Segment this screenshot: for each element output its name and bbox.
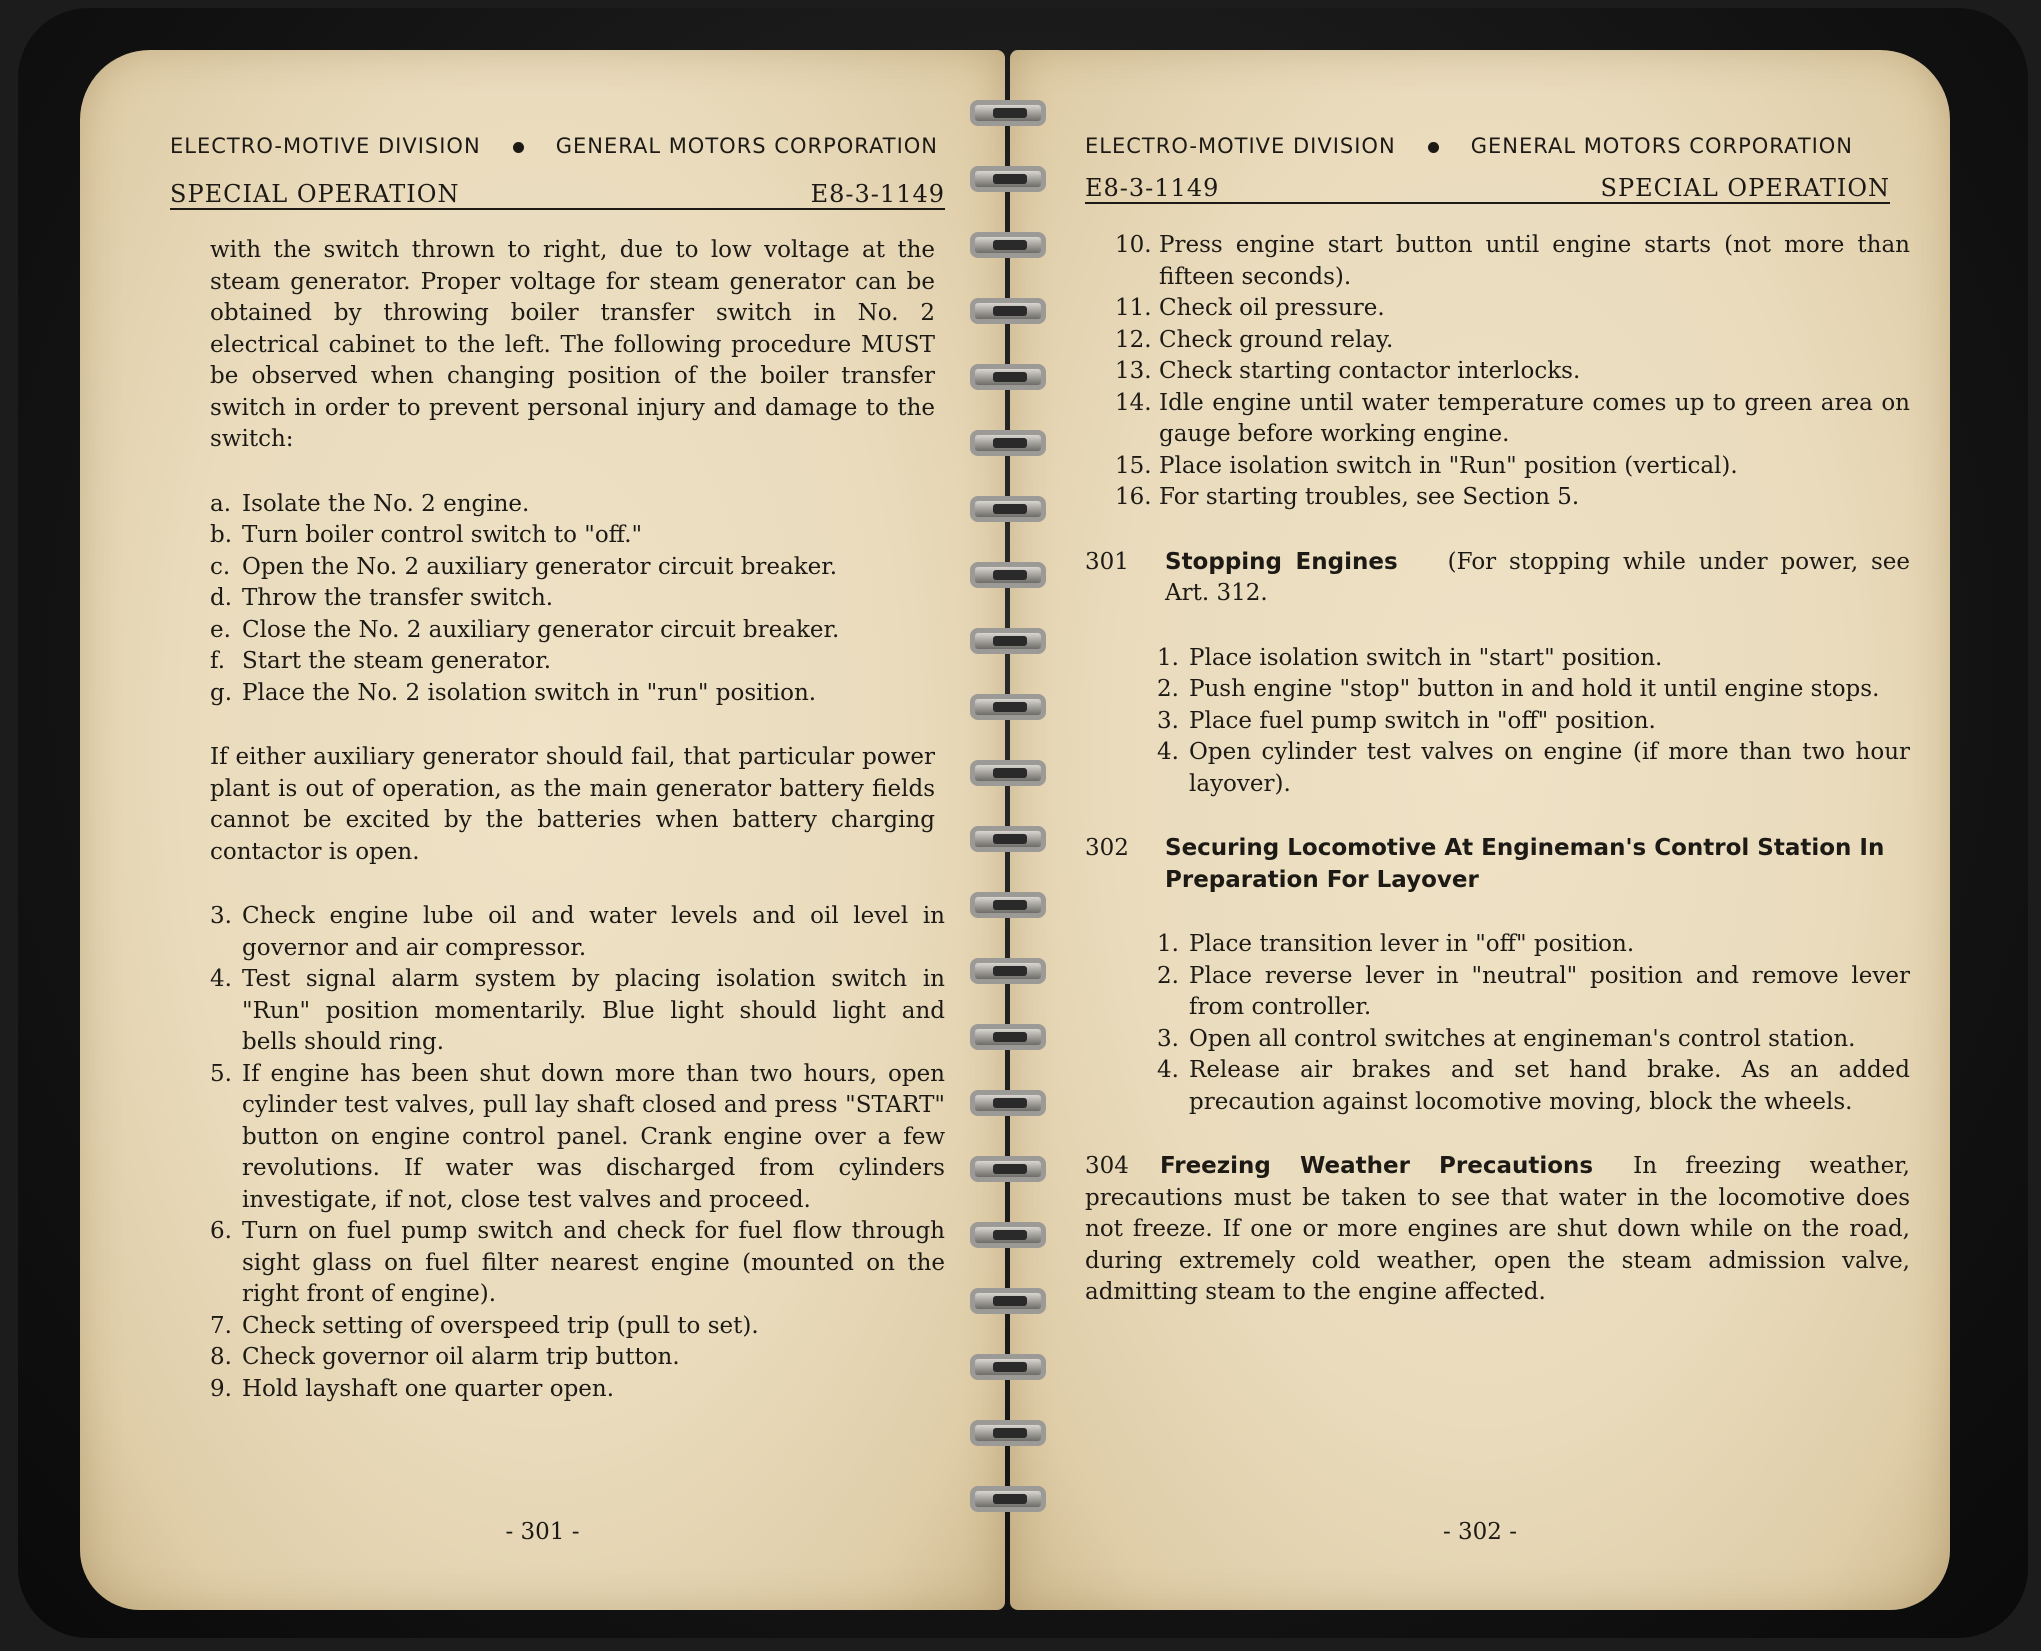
list-item bbox=[210, 552, 945, 584]
list-item bbox=[210, 615, 945, 647]
list-item bbox=[1157, 674, 1910, 706]
spiral-ring bbox=[970, 430, 1046, 456]
list-item-text: Check oil pressure. bbox=[1159, 295, 1385, 321]
spiral-ring bbox=[970, 694, 1046, 720]
list-item-text: Release air brakes and set hand brake. As an added precaution against locomotive moving, block the wheels. bbox=[1189, 1057, 1910, 1115]
list-item bbox=[210, 964, 945, 1059]
list-item-text: Place transition lever in "off" position. bbox=[1189, 931, 1635, 957]
list-item-label: 1. bbox=[1157, 931, 1179, 957]
list-item bbox=[210, 901, 945, 964]
list-item-label: 3. bbox=[1157, 1025, 1179, 1052]
list-item-label: b. bbox=[210, 522, 233, 548]
spiral-ring bbox=[970, 628, 1046, 654]
list-item-label: 11. bbox=[1115, 295, 1152, 321]
section-302 bbox=[1085, 833, 1910, 896]
left-page-content bbox=[170, 235, 945, 1405]
list-item-label: 3. bbox=[1157, 707, 1179, 734]
list-item-text: Place fuel pump switch in "off" position. bbox=[1189, 707, 1656, 734]
list-item bbox=[210, 1311, 945, 1343]
list-item-text: Press engine start button until engine starts (not more than fifteen seconds). bbox=[1159, 232, 1910, 290]
list-item-text: Place isolation switch in "start" position. bbox=[1189, 644, 1663, 671]
list-item-text: Hold layshaft one quarter open. bbox=[242, 1375, 615, 1402]
spiral-ring bbox=[970, 892, 1046, 918]
list-item-text: Open all control switches at engineman's control station. bbox=[1189, 1025, 1856, 1052]
section-heading: Securing Locomotive At Engineman's Control Station In Preparation For Layover bbox=[1165, 835, 1885, 893]
list-item-label: 8. bbox=[210, 1344, 232, 1370]
spiral-binding bbox=[962, 100, 1052, 1560]
list-item-text: Turn boiler control switch to "off." bbox=[242, 522, 643, 548]
spiral-ring bbox=[970, 298, 1046, 324]
list-item bbox=[1115, 325, 1910, 357]
list-item-label: 2. bbox=[1157, 962, 1179, 989]
list-item bbox=[1115, 388, 1910, 451]
list-item-label: a. bbox=[210, 490, 232, 517]
note-paragraph: If either auxiliary generator should fail, that particular power plant is out of operation, as the main generator battery fields cannot be excited by the batteries when battery charging contactor is open. bbox=[210, 744, 935, 865]
numbered-list bbox=[170, 901, 945, 1405]
list-item-label: 14. bbox=[1115, 389, 1152, 416]
list-item bbox=[210, 520, 945, 552]
right-page-content bbox=[1085, 230, 1910, 1309]
section-number: 302 bbox=[1085, 835, 1129, 861]
lettered-list bbox=[170, 489, 945, 710]
list-item bbox=[210, 583, 945, 615]
list-item-label: 5. bbox=[210, 1060, 232, 1087]
list-item-text: Push engine "stop" button in and hold it until engine stops. bbox=[1189, 676, 1880, 702]
list-item-text: Place isolation switch in "Run" position (vertical). bbox=[1159, 452, 1738, 479]
document-code: E8-3-1149 bbox=[810, 180, 945, 208]
list-item-label: 7. bbox=[210, 1312, 232, 1339]
spiral-ring bbox=[970, 496, 1046, 522]
list-item bbox=[1115, 293, 1910, 325]
list-item-label: 9. bbox=[210, 1375, 232, 1402]
list-item bbox=[210, 1374, 945, 1406]
list-item bbox=[210, 646, 945, 678]
right-page bbox=[1010, 50, 1950, 1610]
spiral-ring bbox=[970, 100, 1046, 126]
list-item-text: Place reverse lever in "neutral" position and remove lever from controller. bbox=[1189, 962, 1910, 1020]
list-item-label: 10. bbox=[1115, 232, 1152, 258]
list-item-label: e. bbox=[210, 616, 231, 643]
list-item-label: 1. bbox=[1157, 644, 1179, 671]
list-item-text: If engine has been shut down more than two hours, open cylinder test valves, pull lay shaft closed and press "START" button on engine control panel. Crank engine over a few revolutions. If water was discharged from cylinders investigate, if not, close test valves and proceed. bbox=[242, 1060, 945, 1213]
list-item-label: 3. bbox=[210, 903, 232, 929]
spiral-ring bbox=[970, 826, 1046, 852]
intro-paragraph: with the switch thrown to right, due to low voltage at the steam generator. Proper voltage for steam generator can be obtained by throwing boiler transfer switch in No. 2 electrical cabinet to the left. The following procedure MUST be observed when changing position of the boiler transfer switch in order to prevent personal injury and damage to the switch: bbox=[210, 237, 935, 452]
section-text: (For stopping while under power, see Art. 312. bbox=[1165, 548, 1910, 606]
section-heading: Stopping Engines bbox=[1165, 548, 1398, 575]
list-item-label: 6. bbox=[210, 1218, 232, 1244]
list-item bbox=[210, 678, 945, 710]
bullet-icon bbox=[1428, 142, 1439, 153]
list-item bbox=[210, 489, 945, 521]
list-item-text: Check engine lube oil and water levels and oil level in governor and air compressor. bbox=[242, 903, 945, 961]
list-item-label: 15. bbox=[1115, 452, 1152, 479]
spiral-ring bbox=[970, 1222, 1046, 1248]
list-item-text: Throw the transfer switch. bbox=[242, 585, 554, 611]
list-item bbox=[1115, 482, 1910, 514]
list-item-text: Close the No. 2 auxiliary generator circuit breaker. bbox=[242, 616, 840, 643]
list-item bbox=[1115, 230, 1910, 293]
spiral-ring bbox=[970, 364, 1046, 390]
list-item bbox=[1157, 1024, 1910, 1056]
page-number: - 302 - bbox=[1442, 1519, 1518, 1545]
header-division: ELECTRO-MOTIVE DIVISION bbox=[170, 134, 481, 158]
list-item-text: Turn on fuel pump switch and check for fuel flow through sight glass on fuel filter nearest engine (mounted on the right front of engine). bbox=[242, 1218, 945, 1307]
spiral-ring bbox=[970, 1354, 1046, 1380]
spiral-ring bbox=[970, 1486, 1046, 1512]
list-item-text: Open the No. 2 auxiliary generator circuit breaker. bbox=[242, 553, 838, 580]
list-item-text: Check governor oil alarm trip button. bbox=[242, 1344, 680, 1370]
list-item-text: Test signal alarm system by placing isolation switch in "Run" position momentarily. Blue light should light and bells should ring. bbox=[242, 966, 945, 1055]
section-301-steps bbox=[1085, 643, 1910, 801]
spiral-ring bbox=[970, 958, 1046, 984]
list-item-text: Check setting of overspeed trip (pull to set). bbox=[242, 1312, 759, 1339]
list-item bbox=[210, 1059, 945, 1217]
list-item-text: Check starting contactor interlocks. bbox=[1159, 358, 1581, 384]
section-number: 301 bbox=[1085, 548, 1129, 575]
section-header bbox=[170, 174, 945, 210]
list-item-text: Start the steam generator. bbox=[242, 648, 552, 674]
left-page bbox=[80, 50, 1005, 1610]
header-corporation: GENERAL MOTORS CORPORATION bbox=[1470, 134, 1854, 158]
document-code: E8-3-1149 bbox=[1085, 174, 1220, 202]
section-title: SPECIAL OPERATION bbox=[170, 180, 460, 208]
list-item-text: Idle engine until water temperature comes up to green area on gauge before working engine. bbox=[1159, 389, 1910, 447]
page-number: - 301 - bbox=[505, 1519, 580, 1545]
section-text: In freezing weather, precautions must be taken to see that water in the locomotive does not freeze. If one or more engines are shut down while on the road, during extremely cold weather, open the steam admission valve, admitting steam to the engine affected. bbox=[1085, 1153, 1910, 1305]
list-item bbox=[210, 1342, 945, 1374]
list-item-label: 4. bbox=[210, 966, 232, 992]
bullet-icon bbox=[513, 142, 524, 153]
section-number: 304 bbox=[1085, 1153, 1129, 1179]
list-item-label: d. bbox=[210, 585, 233, 611]
spiral-ring bbox=[970, 166, 1046, 192]
list-item bbox=[1157, 929, 1910, 961]
header-corporation: GENERAL MOTORS CORPORATION bbox=[555, 134, 939, 158]
list-item-label: c. bbox=[210, 553, 231, 580]
section-header bbox=[1085, 168, 1890, 204]
spiral-ring bbox=[970, 562, 1046, 588]
list-item-label: 12. bbox=[1115, 326, 1152, 353]
list-item bbox=[1115, 356, 1910, 388]
list-item-label: 4. bbox=[1157, 1057, 1179, 1083]
list-item-text: Open cylinder test valves on engine (if more than two hour layover). bbox=[1189, 739, 1910, 797]
list-item bbox=[1115, 451, 1910, 483]
numbered-list bbox=[1085, 230, 1910, 514]
list-item bbox=[1157, 737, 1910, 800]
list-item-label: f. bbox=[210, 648, 226, 674]
list-item bbox=[1157, 961, 1910, 1024]
header-division: ELECTRO-MOTIVE DIVISION bbox=[1085, 134, 1396, 158]
list-item-text: Isolate the No. 2 engine. bbox=[242, 490, 530, 517]
running-header bbox=[170, 134, 945, 158]
list-item bbox=[210, 1216, 945, 1311]
spiral-ring bbox=[970, 1156, 1046, 1182]
list-item-text: Place the No. 2 isolation switch in "run" position. bbox=[242, 679, 817, 706]
section-302-steps bbox=[1085, 929, 1910, 1118]
list-item-text: Check ground relay. bbox=[1159, 326, 1394, 353]
spiral-ring bbox=[970, 760, 1046, 786]
list-item bbox=[1157, 706, 1910, 738]
running-header bbox=[1085, 134, 1890, 158]
list-item-label: 13. bbox=[1115, 358, 1152, 384]
list-item-label: 4. bbox=[1157, 739, 1179, 765]
list-item-label: 2. bbox=[1157, 676, 1179, 702]
list-item-label: 16. bbox=[1115, 484, 1152, 510]
section-301 bbox=[1085, 547, 1910, 610]
list-item-text: For starting troubles, see Section 5. bbox=[1159, 484, 1580, 510]
list-item bbox=[1157, 643, 1910, 675]
spiral-ring bbox=[970, 1090, 1046, 1116]
section-304 bbox=[1085, 1151, 1910, 1309]
list-item bbox=[1157, 1055, 1910, 1118]
section-heading: Freezing Weather Precautions bbox=[1160, 1153, 1594, 1179]
spiral-ring bbox=[970, 1288, 1046, 1314]
spiral-ring bbox=[970, 1024, 1046, 1050]
spiral-ring bbox=[970, 1420, 1046, 1446]
spiral-ring bbox=[970, 232, 1046, 258]
list-item-label: g. bbox=[210, 679, 233, 706]
section-title: SPECIAL OPERATION bbox=[1600, 174, 1890, 202]
